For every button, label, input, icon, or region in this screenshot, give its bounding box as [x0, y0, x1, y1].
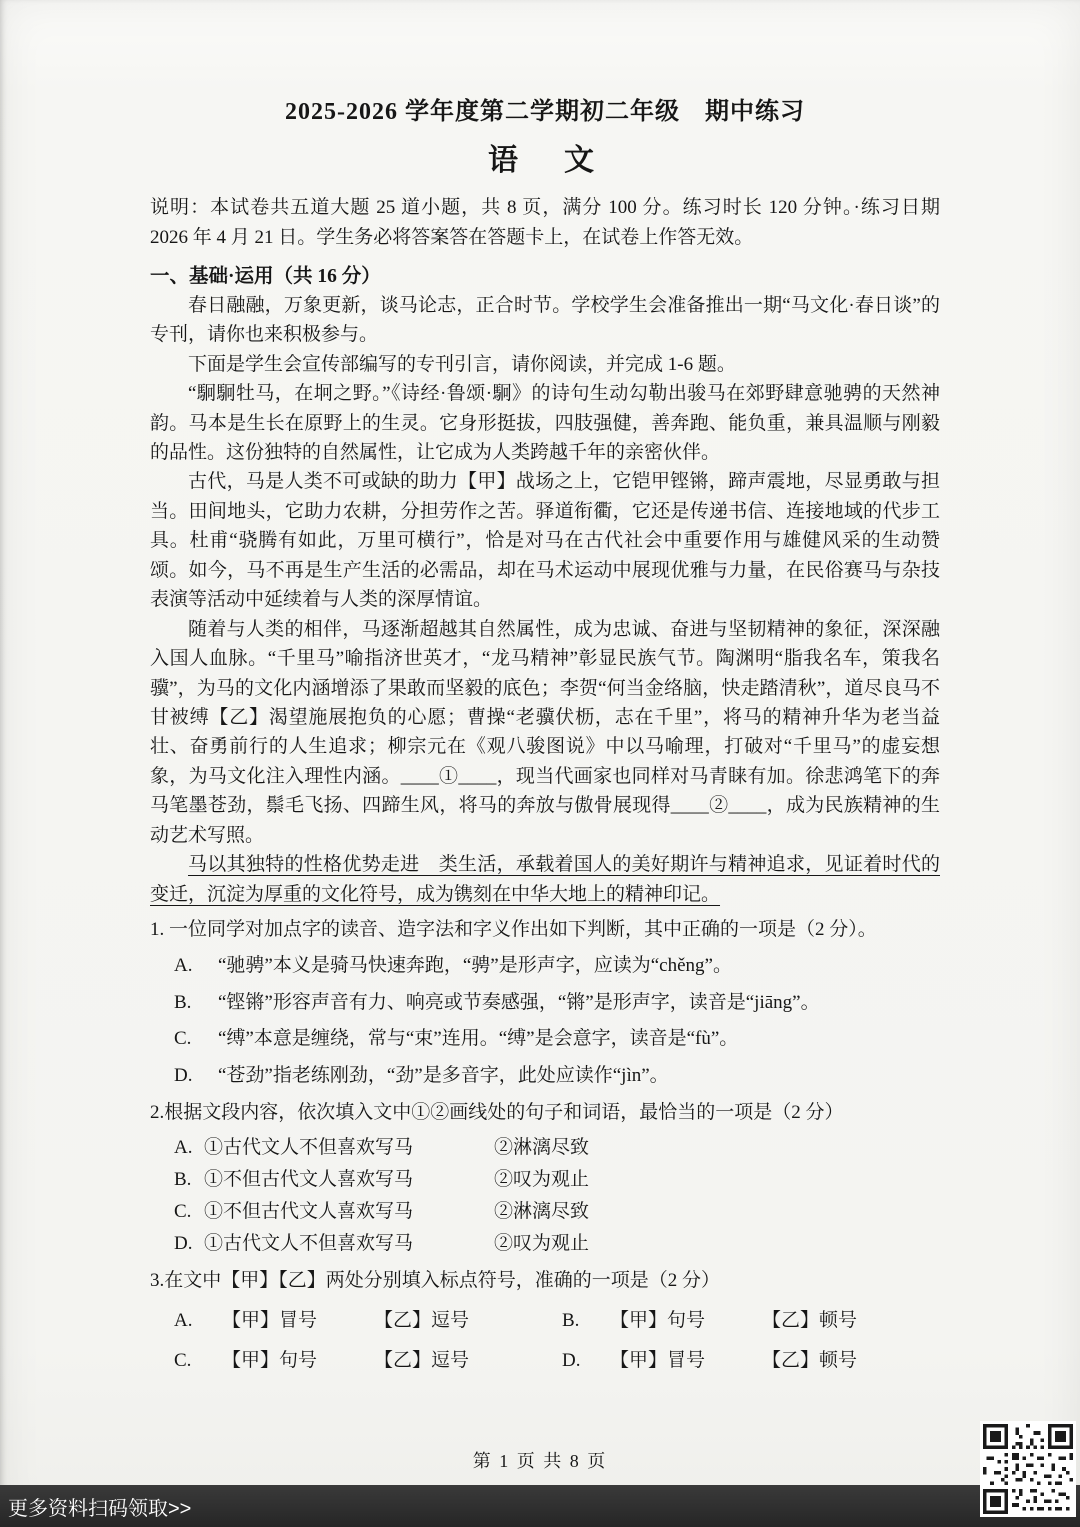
option-label: C. [174, 1200, 192, 1222]
question-1-option-b [174, 989, 940, 1018]
option-yi: 【乙】顿号 [762, 1350, 858, 1372]
option-part1: ①不但古代文人喜欢写马 [204, 1168, 414, 1190]
question-2 [150, 1098, 940, 1259]
option-label: D. [174, 1232, 193, 1254]
exam-title: 2025-2026 学年度第二学期初二年级 期中练习 [285, 99, 805, 125]
question-2-options [174, 1132, 940, 1260]
question-3-options [174, 1307, 940, 1376]
option-part1: ①古代文人不但喜欢写马 [204, 1232, 414, 1254]
question-2-stem: 2.根据文段内容，依次填入文中①②画线处的句子和词语，最恰当的一项是（2 分） [150, 1102, 844, 1124]
question-3-option-d [562, 1347, 940, 1376]
question-1-option-d [174, 1062, 940, 1091]
question-2-option-c [174, 1196, 940, 1228]
option-text: “驰骋”本义是骑马快速奔跑，“骋”是形声字，应读为“chěng”。 [218, 955, 732, 977]
question-2-option-d [174, 1228, 940, 1260]
passage-paragraph-2: 下面是学生会宣传部编写的专刊引言，请你阅读，并完成 1-6 题。 [188, 353, 736, 375]
subject-title: 语 文 [488, 143, 602, 177]
option-part1: ①不但古代文人喜欢写马 [204, 1200, 414, 1222]
question-3 [150, 1266, 940, 1376]
section-heading: 一、基础·运用（共 16 分） [150, 265, 381, 287]
question-1-option-c [174, 1025, 940, 1054]
option-label: A. [174, 1309, 193, 1331]
option-yi: 【乙】逗号 [374, 1309, 470, 1331]
option-text: “铿锵”形容声音有力、响亮或节奏感强，“锵”是形声字，读音是“jiāng”。 [218, 991, 820, 1013]
question-2-option-b [174, 1164, 940, 1196]
qr-code [980, 1421, 1076, 1517]
question-3-stem: 3.在文中【甲】【乙】两处分别填入标点符号，准确的一项是（2 分） [150, 1269, 721, 1291]
question-1-option-a [174, 952, 940, 981]
question-3-option-b [562, 1307, 940, 1336]
question-1 [150, 915, 940, 1090]
option-label: B. [174, 1168, 192, 1190]
option-yi: 【乙】顿号 [762, 1309, 858, 1331]
passage-paragraph-6: 马以其独特的性格优势走进 类生活，承载着国人的美好期许与精神追求，见证着时代的变迁，沉淀为厚重的文化符号，成为镌刻在中华大地上的精神印记。 [150, 854, 940, 905]
option-label: A. [174, 1136, 193, 1158]
option-text: “苍劲”指老练刚劲，“劲”是多音字，此处应读作“jìn”。 [218, 1064, 669, 1086]
option-label: B. [174, 991, 192, 1013]
question-2-option-a [174, 1132, 940, 1164]
option-label: A. [174, 955, 193, 977]
page-number: 第 1 页 共 8 页 [472, 1451, 608, 1471]
passage-paragraph-1: 春日融融，万象更新，谈马论志，正合时节。学校学生会准备推出一期“马文化·春日谈”的专刊，请你也来积极参与。 [150, 294, 940, 346]
passage-paragraph-4: 古代，马是人类不可或缺的助力【甲】战场之上，它铠甲铿锵，蹄声震地，尽显勇敢与担当。田间地头，它助力农耕，分担劳作之苦。驿道衔衢，它还是传递书信、连接地域的代步工具。杜甫“骁腾有如此，万里可横行”，恰是对马在古代社会中重要作用与雄健风采的生动赞颂。如今，马不再是生产生活的必需品，却在马术运动中展现优雅与力量，在民俗赛马与杂技表演等活动中延续着与人类的深厚情谊。 [150, 471, 940, 611]
exam-instructions: 说明：本试卷共五道大题 25 道小题，共 8 页，满分 100 分。练习时长 120 分钟。·练习日期 2026 年 4 月 21 日。学生务必将答案答在答题卡上，在试卷上作答无效。 [150, 196, 940, 249]
promo-text: 更多资料扫码领取>> [8, 1497, 192, 1520]
option-part2: ②叹为观止 [494, 1232, 590, 1254]
promo-bar [0, 1485, 1080, 1527]
option-part2: ②淋漓尽致 [494, 1136, 590, 1158]
option-label: D. [562, 1350, 581, 1372]
option-label: C. [174, 1350, 192, 1372]
option-label: D. [174, 1064, 193, 1086]
option-yi: 【乙】逗号 [374, 1350, 470, 1372]
option-part2: ②叹为观止 [494, 1168, 590, 1190]
question-1-stem: 1. 一位同学对加点字的读音、造字法和字义作出如下判断，其中正确的一项是（2 分）。 [150, 919, 877, 941]
option-part1: ①古代文人不但喜欢写马 [204, 1136, 414, 1158]
question-3-option-a [174, 1307, 562, 1336]
option-part2: ②淋漓尽致 [494, 1200, 590, 1222]
option-jia: 【甲】冒号 [222, 1309, 318, 1331]
option-label: B. [562, 1309, 580, 1331]
passage-paragraph-5: 随着与人类的相伴，马逐渐超越其自然属性，成为忠诚、奋进与坚韧精神的象征，深深融入国人血脉。“千里马”喻指济世英才，“龙马精神”彰显民族气节。陶渊明“脂我名车，策我名骥”，为马的文化内涵增添了果敢而坚毅的底色；李贺“何当金络脑，快走踏清秋”，道尽良马不甘被缚【乙】渴望施展抱负的心愿；曹操“老骥伏枥，志在千里”，将马的精神升华为老当益壮、奋勇前行的人生追求；柳宗元在《观八骏图说》中以马喻理，打破对“千里马”的虚妄想象，为马文化注入理性内涵。____①____，现当代画家也同样对马青睐有加。徐悲鸿笔下的奔马笔墨苍劲，鬃毛飞扬、四蹄生风，将马的奔放与傲骨展现得____②____，成为民族精神的生动艺术写照。 [150, 618, 940, 846]
option-jia: 【甲】冒号 [610, 1350, 706, 1372]
option-text: “缚”本意是缠绕，常与“束”连用。“缚”是会意字，读音是“fù”。 [218, 1028, 739, 1050]
passage-paragraph-3: “駉駉牡马，在坰之野。”《诗经·鲁颂·駉》的诗句生动勾勒出骏马在郊野肆意驰骋的天然神韵。马本是生长在原野上的生灵。它身形挺拔，四肢强健，善奔跑、能负重，兼具温顺与刚毅的品性。这份独特的自然属性，让它成为人类跨越千年的亲密伙伴。 [150, 383, 940, 464]
question-3-option-c [174, 1347, 562, 1376]
option-label: C. [174, 1028, 192, 1050]
option-jia: 【甲】句号 [610, 1309, 706, 1331]
option-jia: 【甲】句号 [222, 1350, 318, 1372]
